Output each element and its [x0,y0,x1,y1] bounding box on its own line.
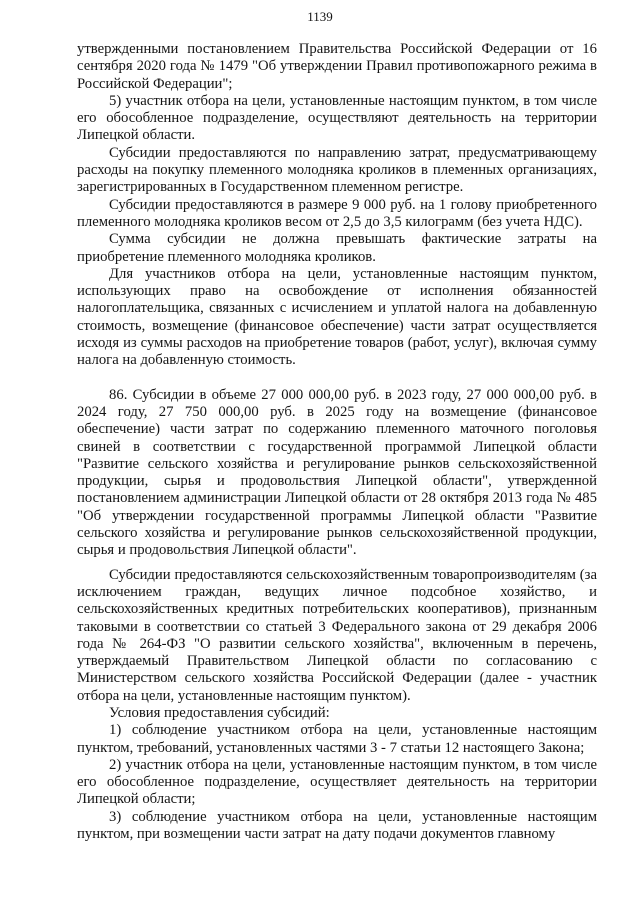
paragraph-7: 86. Субсидии в объеме 27 000 000,00 руб. в 2023 году, 27 000 000,00 руб. в 2024 году, 27 750 000,00 руб. в 2025 году на возмещение (финансовое обеспечение) части затрат по содержанию племенного маточного поголовья свиней в соответствии с государственной программой Липецкой области "Развитие сельского хозяйства и регулирование рынков сельскохозяйственной продукции, сырья и продовольствия Липецкой области", утвержденной постановлением администрации Липецкой области от 28 октября 2013 года № 485 "Об утверждении государственной программы Липецкой области "Развитие сельского хозяйства и регулирование рынков сельскохозяйственной продукции, сырья и продовольствия Липецкой области". [77,386,597,559]
document-body [77,41,597,843]
paragraph-9: Условия предоставления субсидий: [109,704,330,721]
paragraph-4: Субсидии предоставляются в размере 9 000 руб. на 1 голову приобретенного племенного молодняка кроликов весом от 2,5 до 3,5 килограмм (без учета НДС). [77,196,597,230]
paragraph-5: Сумма субсидии не должна превышать фактические затраты на приобретение племенного молодняка кроликов. [77,231,597,265]
paragraph-10: 1) соблюдение участником отбора на цели, установленные настоящим пунктом, требований, установленных частями 3 - 7 статьи 12 настоящего Закона; [77,722,597,756]
paragraph-2: 5) участник отбора на цели, установленные настоящим пунктом, в том числе его обособленное подразделение, осуществляют деятельность на территории Липецкой области. [77,92,597,144]
paragraph-11: 2) участник отбора на цели, установленные настоящим пунктом, в том числе его обособленное подразделение, осуществляет деятельность на территории Липецкой области; [77,756,597,808]
page-number: 1139 [307,9,333,24]
paragraph-1: утвержденными постановлением Правительства Российской Федерации от 16 сентября 2020 года № 1479 "Об утверждении Правил противопожарного режима в Российской Федерации"; [77,41,597,92]
paragraph-8: Субсидии предоставляются сельскохозяйственным товаропроизводителям (за исключением граждан, ведущих личное подсобное хозяйство, и сельскохозяйственных кредитных потребительских кооперативов), признанным таковыми в соответствии со статьей 3 Федерального закона от 29 декабря 2006 года № 264-ФЗ "О развитии сельского хозяйства", включенным в перечень, утверждаемый Правительством Липецкой области по согласованию с Министерством сельского хозяйства Российской Федерации (далее - участник отбора на цели, установленные настоящим пунктом). [77,566,597,704]
paragraph-12: 3) соблюдение участником отбора на цели, установленные настоящим пунктом, при возмещении части затрат на дату подачи документов главному [77,808,597,843]
paragraph-3: Субсидии предоставляются по направлению затрат, предусматривающему расходы на покупку племенного молодняка кроликов в племенных организациях, зарегистрированных в Государственном племенном регистре. [77,144,597,196]
paragraph-6: Для участников отбора на цели, установленные настоящим пунктом, использующих право на освобождение от исполнения обязанностей налогоплательщика, связанных с исчислением и уплатой налога на добавленную стоимость, возмещение (финансовое обеспечение) части затрат осуществляется исходя из суммы расходов на приобретение товаров (работ, услуг), включая сумму налога на добавленную стоимость. [77,265,597,369]
